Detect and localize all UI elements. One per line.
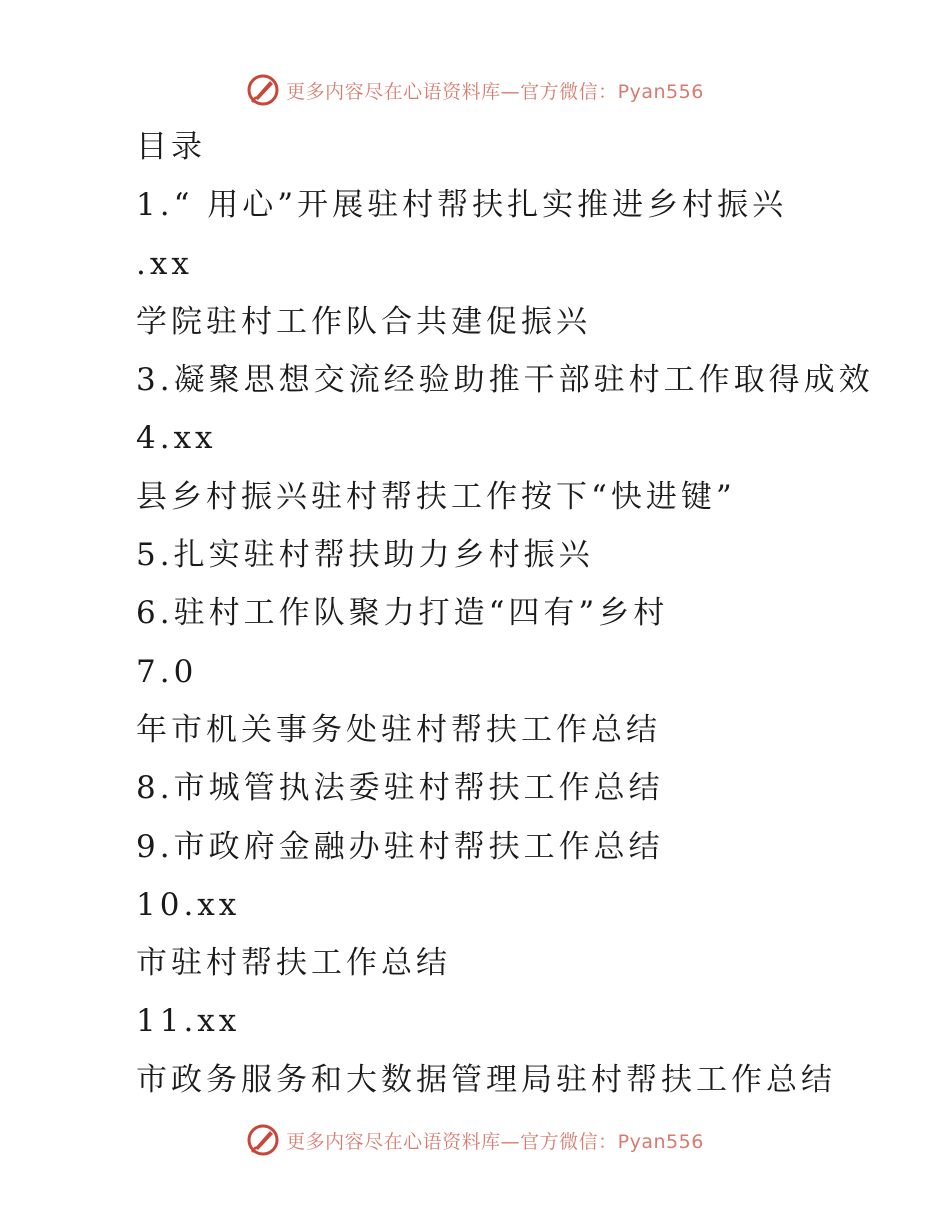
toc-title: 目录 [136, 129, 206, 165]
toc-line: 7.0 [136, 653, 198, 690]
header-watermark [0, 70, 950, 110]
toc-line: 4.xx [136, 420, 217, 457]
toc-line: 年市机关事务处驻村帮扶工作总结 [136, 711, 661, 748]
toc-line: 市政务服务和大数据管理局驻村帮扶工作总结 [136, 1061, 836, 1098]
watermark-text: 更多内容尽在心语资料库—官方微信：Pyan556 [286, 80, 704, 103]
toc-line: 8.市城管执法委驻村帮扶工作总结 [136, 770, 664, 807]
toc-line: 学院驻村工作队合共建促振兴 [136, 303, 591, 340]
toc-line: 9.市政府金融办驻村帮扶工作总结 [136, 828, 664, 865]
toc-line: 10.xx [136, 886, 241, 923]
quill-logo-icon [246, 1123, 280, 1157]
toc-line: 市驻村帮扶工作总结 [136, 945, 451, 982]
toc-line: 县乡村振兴驻村帮扶工作按下“快进键” [136, 478, 736, 515]
quill-logo-icon [246, 73, 280, 107]
table-of-contents [136, 118, 926, 1109]
footer-watermark [0, 1120, 950, 1160]
toc-line: 11.xx [136, 1003, 241, 1040]
toc-line: 5.扎实驻村帮扶助力乡村振兴 [136, 537, 594, 574]
toc-line: 6.驻村工作队聚力打造“四有”乡村 [136, 595, 669, 632]
toc-line: .xx [136, 245, 193, 282]
toc-line: 3.凝聚思想交流经验助推干部驻村工作取得成效 [136, 362, 874, 399]
toc-line: 1.“ 用心”开展驻村帮扶扎实推进乡村振兴 [136, 187, 788, 224]
watermark-text: 更多内容尽在心语资料库—官方微信：Pyan556 [286, 1130, 704, 1153]
